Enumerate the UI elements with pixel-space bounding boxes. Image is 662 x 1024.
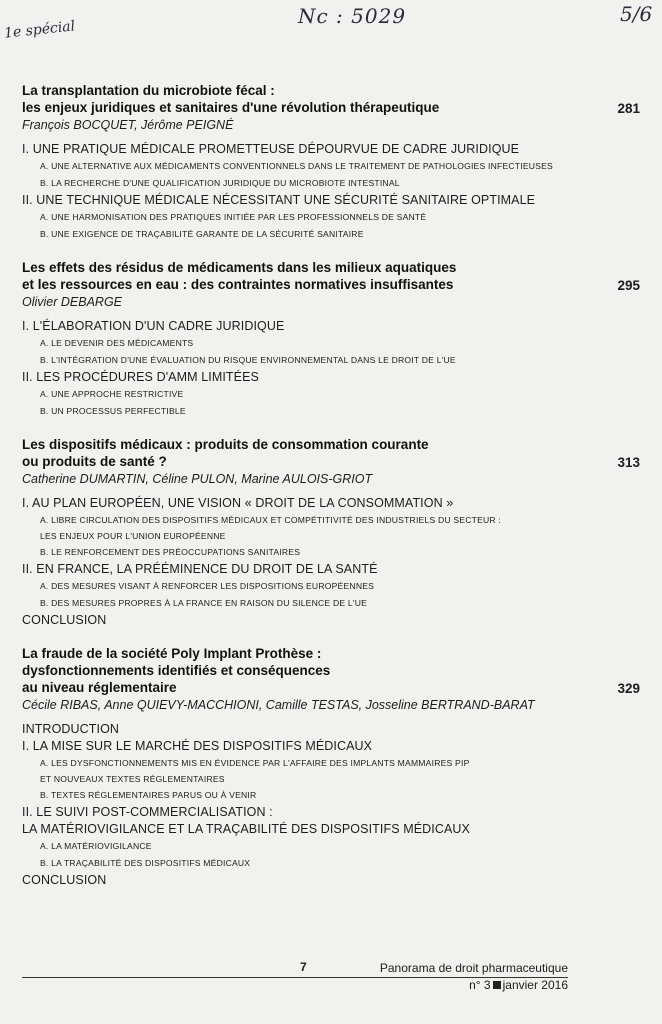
article-title-block (22, 436, 640, 470)
toc-section: INTRODUCTION (22, 722, 120, 736)
toc-subsection-text: A. UNE APPROCHE RESTRICTIVE (40, 389, 184, 399)
footer-page-number: 7 (300, 960, 307, 974)
toc-article-1 (22, 82, 640, 243)
footer-issue-date: janvier 2016 (502, 978, 568, 992)
handwritten-note-center: Nc : 5029 (298, 4, 407, 28)
toc-section: I. UNE PRATIQUE MÉDICALE PROMETTEUSE DÉPOURVUE DE CADRE JURIDIQUE (22, 142, 520, 156)
toc-subsection (22, 386, 640, 403)
article-title-line: les enjeux juridiques et sanitaires d'une révolution thérapeutique (22, 100, 440, 115)
toc-subsection-text: A. LA MATÉRIOVIGILANCE (40, 841, 152, 851)
article-title-block (22, 645, 640, 696)
article-authors: François BOCQUET, Jérôme PEIGNÉ (22, 118, 234, 132)
article-title-line: Les effets des résidus de médicaments dans les milieux aquatiques (22, 260, 457, 275)
toc-subsection-text: A. LES DYSFONCTIONNEMENTS MIS EN ÉVIDENCE PAR L'AFFAIRE DES IMPLANTS MAMMAIRES PIP (40, 758, 470, 768)
toc-subsection-text: B. TEXTES RÉGLEMENTAIRES PARUS OU À VENIR (40, 790, 257, 800)
toc-section: I. AU PLAN EUROPÉEN, UNE VISION « DROIT DE LA CONSOMMATION » (22, 496, 454, 510)
toc-subsection (22, 787, 640, 804)
footer-issue-number: n° 3 (469, 978, 491, 992)
article-title-line: au niveau réglementaire (22, 680, 177, 695)
toc-subsection (22, 595, 640, 612)
toc-subsection-continued: ET NOUVEAUX TEXTES RÉGLEMENTAIRES (40, 774, 225, 784)
toc-subsection-text: A. LE DEVENIR DES MÉDICAMENTS (40, 338, 194, 348)
toc-subsection (22, 544, 640, 561)
toc-section: I. L'ÉLABORATION D'UN CADRE JURIDIQUE (22, 319, 285, 333)
toc-subsection (22, 175, 640, 192)
toc-section: II. LES PROCÉDURES D'AMM LIMITÉES (22, 370, 259, 384)
article-title-line: dysfonctionnements identifiés et conséquences (22, 663, 331, 678)
article-title-line: Les dispositifs médicaux : produits de consommation courante (22, 437, 429, 452)
toc-subsection-text: B. L'INTÉGRATION D'UNE ÉVALUATION DU RISQUE ENVIRONNEMENTAL DANS LE DROIT DE L'UE (40, 355, 456, 365)
toc-subsection-text: B. UN PROCESSUS PERFECTIBLE (40, 406, 186, 416)
article-authors: Olivier DEBARGE (22, 295, 123, 309)
toc-subsection-text: A. UNE ALTERNATIVE AUX MÉDICAMENTS CONVENTIONNELS DANS LE TRAITEMENT DE PATHOLOGIES INFECTIEUSES (40, 161, 553, 171)
toc-subsection-text: A. DES MESURES VISANT À RENFORCER LES DISPOSITIONS EUROPÉENNES (40, 581, 375, 591)
article-title-line: La fraude de la société Poly Implant Prothèse : (22, 646, 322, 661)
handwritten-note-left: 1e spécial (3, 18, 76, 42)
toc-subsection-text: B. DES MESURES PROPRES À LA FRANCE EN RAISON DU SILENCE DE L'UE (40, 598, 368, 608)
footer-issue (469, 978, 568, 992)
handwritten-note-right: 5/6 (620, 2, 653, 26)
toc-subsection-text: B. LA TRAÇABILITÉ DES DISPOSITIFS MÉDICAUX (40, 858, 251, 868)
toc-subsection (22, 755, 640, 772)
article-page-number: 313 (617, 455, 640, 470)
toc-subsection-text: B. LA RECHERCHE D'UNE QUALIFICATION JURIDIQUE DU MICROBIOTE INTESTINAL (40, 178, 400, 188)
toc-subsection (22, 209, 640, 226)
article-title-block (22, 82, 640, 116)
toc-subsection (22, 855, 640, 872)
table-of-contents (22, 82, 640, 905)
toc-article-3 (22, 436, 640, 629)
toc-subsection-continued: LES ENJEUX POUR L'UNION EUROPÉENNE (40, 531, 226, 541)
toc-subsection (22, 838, 640, 855)
toc-subsection (22, 403, 640, 420)
toc-subsection (22, 226, 640, 243)
toc-subsection-text: B. LE RENFORCEMENT DES PRÉOCCUPATIONS SANITAIRES (40, 547, 301, 557)
article-authors: Catherine DUMARTIN, Céline PULON, Marine AULOIS-GRIOT (22, 472, 373, 486)
toc-article-4 (22, 645, 640, 889)
toc-subsection (22, 352, 640, 369)
toc-section: II. EN FRANCE, LA PRÉÉMINENCE DU DROIT DE LA SANTÉ (22, 562, 378, 576)
toc-section: I. LA MISE SUR LE MARCHÉ DES DISPOSITIFS MÉDICAUX (22, 739, 373, 753)
article-page-number: 329 (617, 681, 640, 696)
toc-section: CONCLUSION (22, 613, 107, 627)
toc-subsection (22, 512, 640, 529)
article-title-block (22, 259, 640, 293)
toc-section: CONCLUSION (22, 873, 107, 887)
toc-section: II. LE SUIVI POST-COMMERCIALISATION : (22, 805, 273, 819)
toc-subsection-text: B. UNE EXIGENCE DE TRAÇABILITÉ GARANTE DE LA SÉCURITÉ SANITAIRE (40, 229, 364, 239)
toc-subsection-text: A. LIBRE CIRCULATION DES DISPOSITIFS MÉDICAUX ET COMPÉTITIVITÉ DES INDUSTRIELS DU SECTEUR : (40, 515, 502, 525)
article-title-line: et les ressources en eau : des contraintes normatives insuffisantes (22, 277, 454, 292)
article-title-line: ou produits de santé ? (22, 454, 167, 469)
toc-section: II. UNE TECHNIQUE MÉDICALE NÉCESSITANT UNE SÉCURITÉ SANITAIRE OPTIMALE (22, 193, 536, 207)
article-title-line: La transplantation du microbiote fécal : (22, 83, 275, 98)
toc-subsection-text: A. UNE HARMONISATION DES PRATIQUES INITIÉE PAR LES PROFESSIONNELS DE SANTÉ (40, 212, 427, 222)
article-authors: Cécile RIBAS, Anne QUIEVY-MACCHIONI, Camille TESTAS, Josseline BERTRAND-BARAT (22, 698, 535, 712)
footer-journal-title: Panorama de droit pharmaceutique (379, 961, 568, 975)
toc-subsection (22, 335, 640, 352)
toc-section: LA MATÉRIOVIGILANCE ET LA TRAÇABILITÉ DES DISPOSITIFS MÉDICAUX (22, 822, 470, 836)
square-bullet-icon (493, 981, 501, 989)
article-page-number: 281 (617, 101, 640, 116)
toc-article-2 (22, 259, 640, 420)
article-page-number: 295 (617, 278, 640, 293)
toc-subsection (22, 158, 640, 175)
toc-subsection (22, 578, 640, 595)
